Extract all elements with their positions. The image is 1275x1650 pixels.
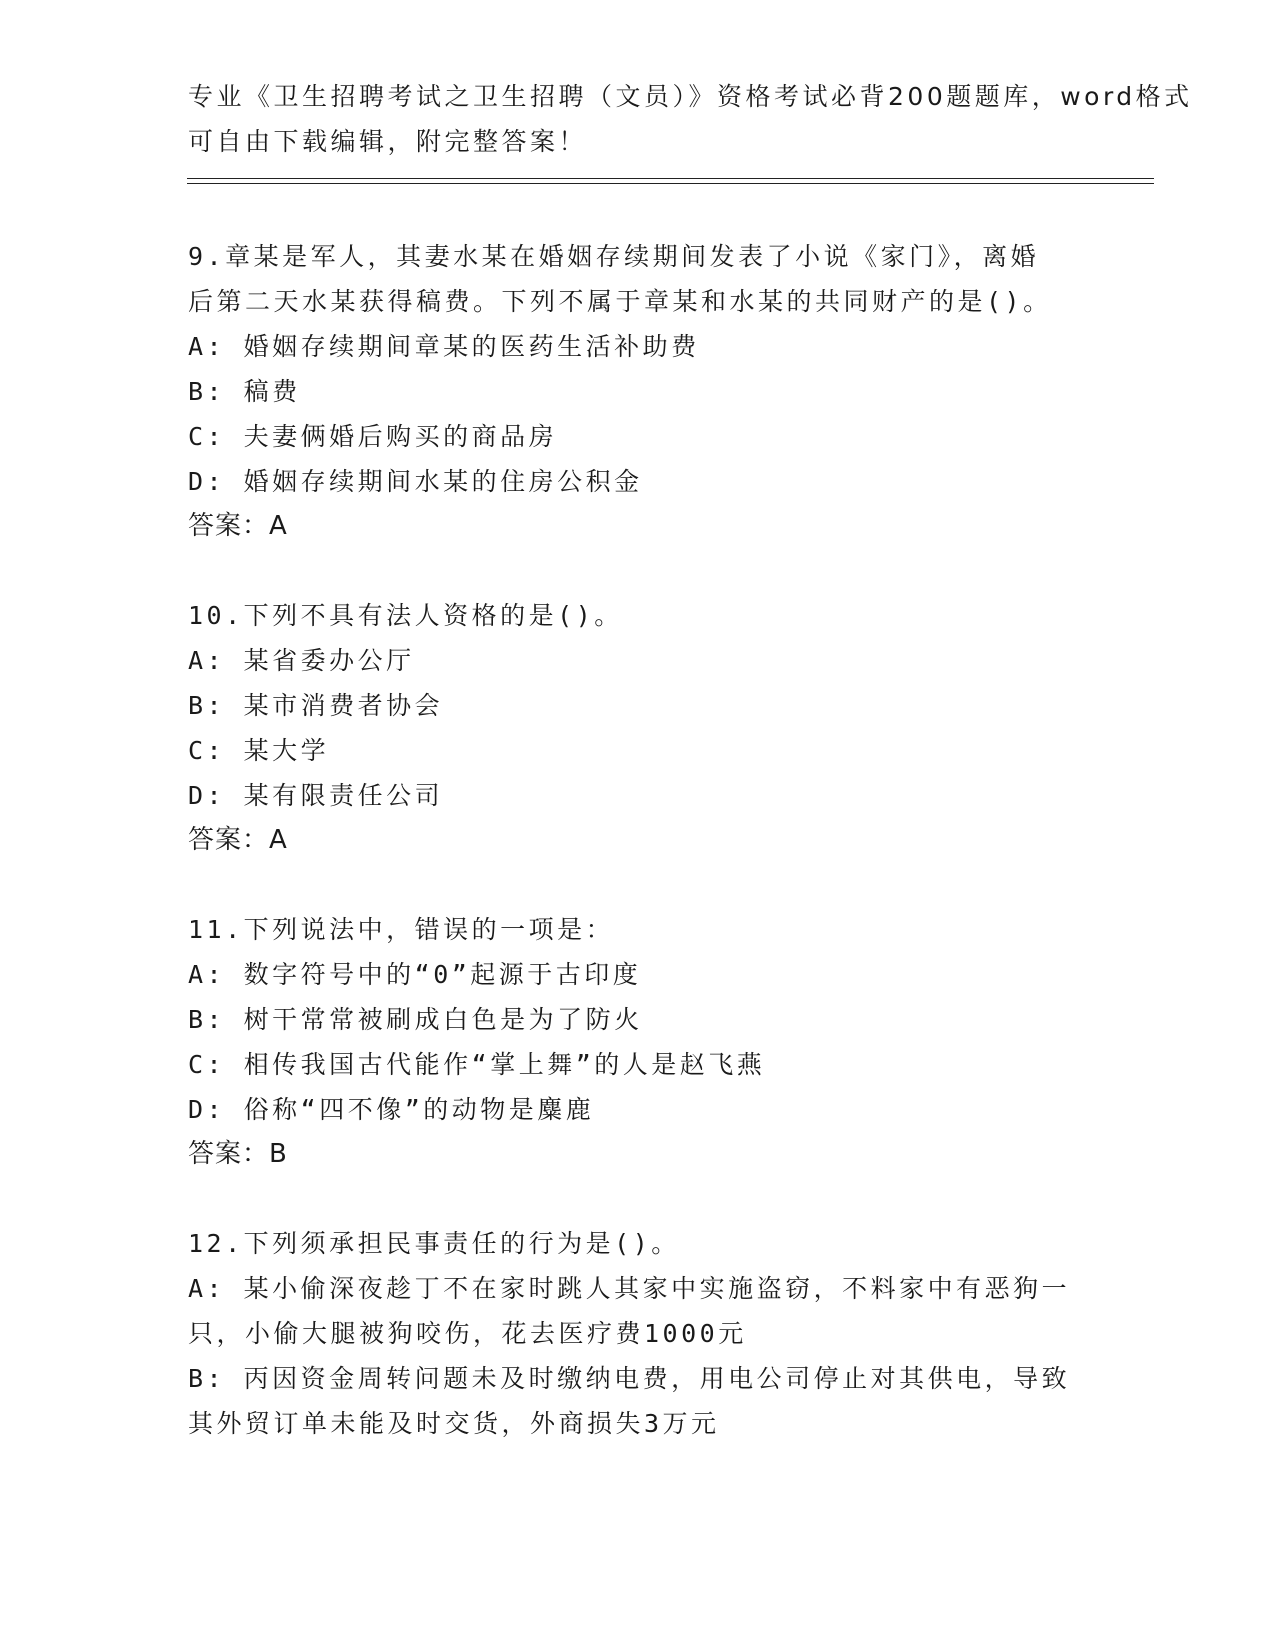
- answer-option: [188, 1356, 1088, 1446]
- answer-option: [188, 638, 1088, 683]
- answer-key: 答案：A: [188, 825, 288, 855]
- answer-option-line: C: 相传我国古代能作“掌上舞”的人是赵飞燕: [188, 1050, 766, 1079]
- answer-option: [188, 369, 1088, 414]
- answer-option: [188, 773, 1088, 818]
- answer-option: [188, 1087, 1088, 1132]
- answer-option: [188, 728, 1088, 773]
- answer-option-line: 其外贸订单未能及时交货，外商损失3万元: [188, 1409, 720, 1438]
- answer-option-line: A: 某小偷深夜趁丁不在家时跳人其家中实施盗窃，不料家中有恶狗一: [188, 1274, 1071, 1303]
- question-block: [188, 234, 1088, 549]
- answer-option-line: A: 婚姻存续期间章某的医药生活补助费: [188, 332, 700, 361]
- answer-option-line: A: 某省委办公厅: [188, 646, 415, 675]
- answer-option: [188, 1042, 1088, 1087]
- question-stem-line: 12.下列须承担民事责任的行为是()。: [188, 1229, 680, 1258]
- question-stem-line: 后第二天水某获得稿费。下列不属于章某和水某的共同财产的是()。: [188, 287, 1052, 316]
- answer-option: [188, 997, 1088, 1042]
- answer-option: [188, 683, 1088, 728]
- answer-key: 答案：B: [188, 1139, 288, 1169]
- question-block: [188, 593, 1088, 863]
- header-divider-top: [187, 178, 1154, 179]
- header-line-2: 可自由下载编辑，附完整答案！: [188, 127, 588, 156]
- answer-option-line: B: 稿费: [188, 377, 301, 406]
- question-stem-line: 11.下列说法中，错误的一项是：: [188, 915, 615, 944]
- question-block: [188, 1221, 1088, 1446]
- question-stem-line: 10.下列不具有法人资格的是()。: [188, 601, 623, 630]
- answer-key: 答案：A: [188, 511, 288, 541]
- question-list: [188, 234, 1088, 1490]
- question-stem-line: 9.章某是军人，其妻水某在婚姻存续期间发表了小说《家门》，离婚: [188, 242, 1040, 271]
- answer-option-line: C: 某大学: [188, 736, 330, 765]
- header-divider-bottom: [187, 183, 1154, 184]
- question-block: [188, 907, 1088, 1177]
- answer-option: [188, 952, 1088, 997]
- header-line-1: 专业《卫生招聘考试之卫生招聘（文员）》资格考试必背200题题库，word格式: [188, 82, 1193, 111]
- answer-option: [188, 324, 1088, 369]
- answer-option-line: D: 某有限责任公司: [188, 781, 444, 810]
- answer-option-line: B: 某市消费者协会: [188, 691, 444, 720]
- document-header: [188, 74, 1193, 164]
- answer-option-line: D: 婚姻存续期间水某的住房公积金: [188, 467, 643, 496]
- answer-option-line: B: 树干常常被刷成白色是为了防火: [188, 1005, 643, 1034]
- answer-option-line: A: 数字符号中的“0”起源于古印度: [188, 960, 642, 989]
- answer-option-line: D: 俗称“四不像”的动物是麋鹿: [188, 1095, 595, 1124]
- answer-option: [188, 459, 1088, 504]
- answer-option: [188, 414, 1088, 459]
- answer-option: [188, 1266, 1088, 1356]
- answer-option-line: C: 夫妻俩婚后购买的商品房: [188, 422, 558, 451]
- answer-option-line: B: 丙因资金周转问题未及时缴纳电费，用电公司停止对其供电，导致: [188, 1364, 1071, 1393]
- answer-option-line: 只，小偷大腿被狗咬伤，花去医疗费1000元: [188, 1319, 747, 1348]
